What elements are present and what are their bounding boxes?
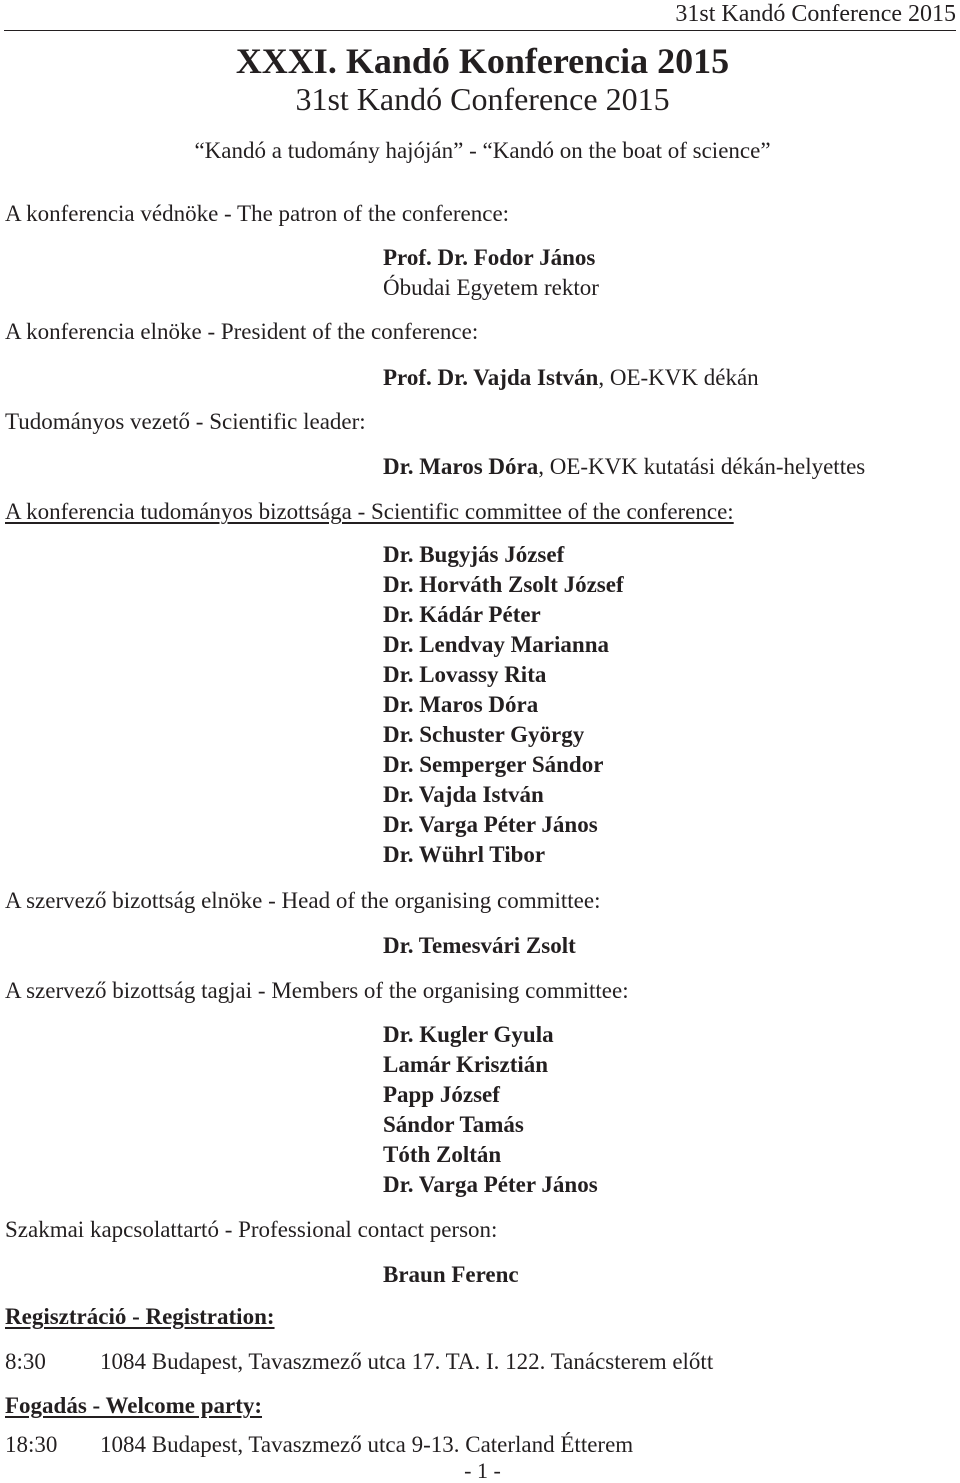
list-item: Dr. Schuster György [383, 722, 585, 747]
patron-role: Óbudai Egyetem rektor [383, 275, 599, 300]
list-item: Dr. Kádár Péter [383, 602, 541, 627]
list-item: Dr. Horváth Zsolt József [383, 572, 624, 597]
organising-members-label: A szervező bizottság tagjai - Members of the organising committee: [5, 978, 629, 1003]
scientific-committee-label: A konferencia tudományos bizottsága - Scientific committee of the conference: [5, 499, 734, 524]
header-rule [4, 30, 956, 31]
president-role: , OE-KVK dékán [598, 365, 759, 390]
scientific-leader-name: Dr. Maros Dóra [383, 454, 539, 479]
registration-heading: Regisztráció - Registration: [5, 1304, 275, 1329]
list-item: Dr. Bugyjás József [383, 542, 565, 567]
list-item: Lamár Krisztián [383, 1052, 549, 1077]
welcome-party-time: 18:30 [5, 1432, 58, 1457]
scientific-committee-list [383, 543, 624, 873]
list-item: Dr. Lendvay Marianna [383, 632, 609, 657]
list-item: Dr. Varga Péter János [383, 1172, 598, 1197]
page-number: - 1 - [464, 1458, 501, 1483]
president-line [383, 366, 759, 389]
registration-place: 1084 Budapest, Tavaszmező utca 17. TA. I. 122. Tanácsterem előtt [100, 1349, 714, 1374]
list-item: Dr. Semperger Sándor [383, 752, 604, 777]
running-header: 31st Kandó Conference 2015 [675, 1, 956, 27]
scientific-leader-line [383, 455, 865, 478]
welcome-party-heading: Fogadás - Welcome party: [5, 1393, 263, 1418]
list-item: Dr. Kugler Gyula [383, 1022, 554, 1047]
conference-title-hungarian: XXXI. Kandó Konferencia 2015 [235, 41, 730, 81]
list-item: Sándor Tamás [383, 1112, 524, 1137]
list-item: Tóth Zoltán [383, 1142, 502, 1167]
patron-label: A konferencia védnöke - The patron of the conference: [5, 201, 510, 226]
list-item: Papp József [383, 1082, 500, 1107]
list-item: Dr. Varga Péter János [383, 812, 598, 837]
organising-members-list [383, 1023, 598, 1203]
organising-head-name: Dr. Temesvári Zsolt [383, 933, 576, 958]
organising-head-label: A szervező bizottság elnöke - Head of the organising committee: [5, 888, 601, 913]
scientific-leader-role: , OE-KVK kutatási dékán-helyettes [538, 454, 866, 479]
president-name: Prof. Dr. Vajda István [383, 365, 599, 390]
conference-motto: “Kandó a tudomány hajóján” - “Kandó on the boat of science” [194, 138, 771, 163]
patron-name: Prof. Dr. Fodor János [383, 245, 596, 270]
contact-label: Szakmai kapcsolattartó - Professional contact person: [5, 1217, 498, 1242]
contact-name: Braun Ferenc [383, 1262, 519, 1287]
list-item: Dr. Lovassy Rita [383, 662, 547, 687]
welcome-party-place: 1084 Budapest, Tavaszmező utca 9-13. Caterland Étterem [100, 1432, 634, 1457]
list-item: Dr. Wührl Tibor [383, 842, 546, 867]
list-item: Dr. Maros Dóra [383, 692, 539, 717]
conference-title-english: 31st Kandó Conference 2015 [295, 81, 670, 117]
list-item: Dr. Vajda István [383, 782, 544, 807]
registration-time: 8:30 [5, 1349, 46, 1374]
president-label: A konferencia elnöke - President of the conference: [5, 319, 479, 344]
scientific-leader-label: Tudományos vezető - Scientific leader: [5, 409, 366, 434]
